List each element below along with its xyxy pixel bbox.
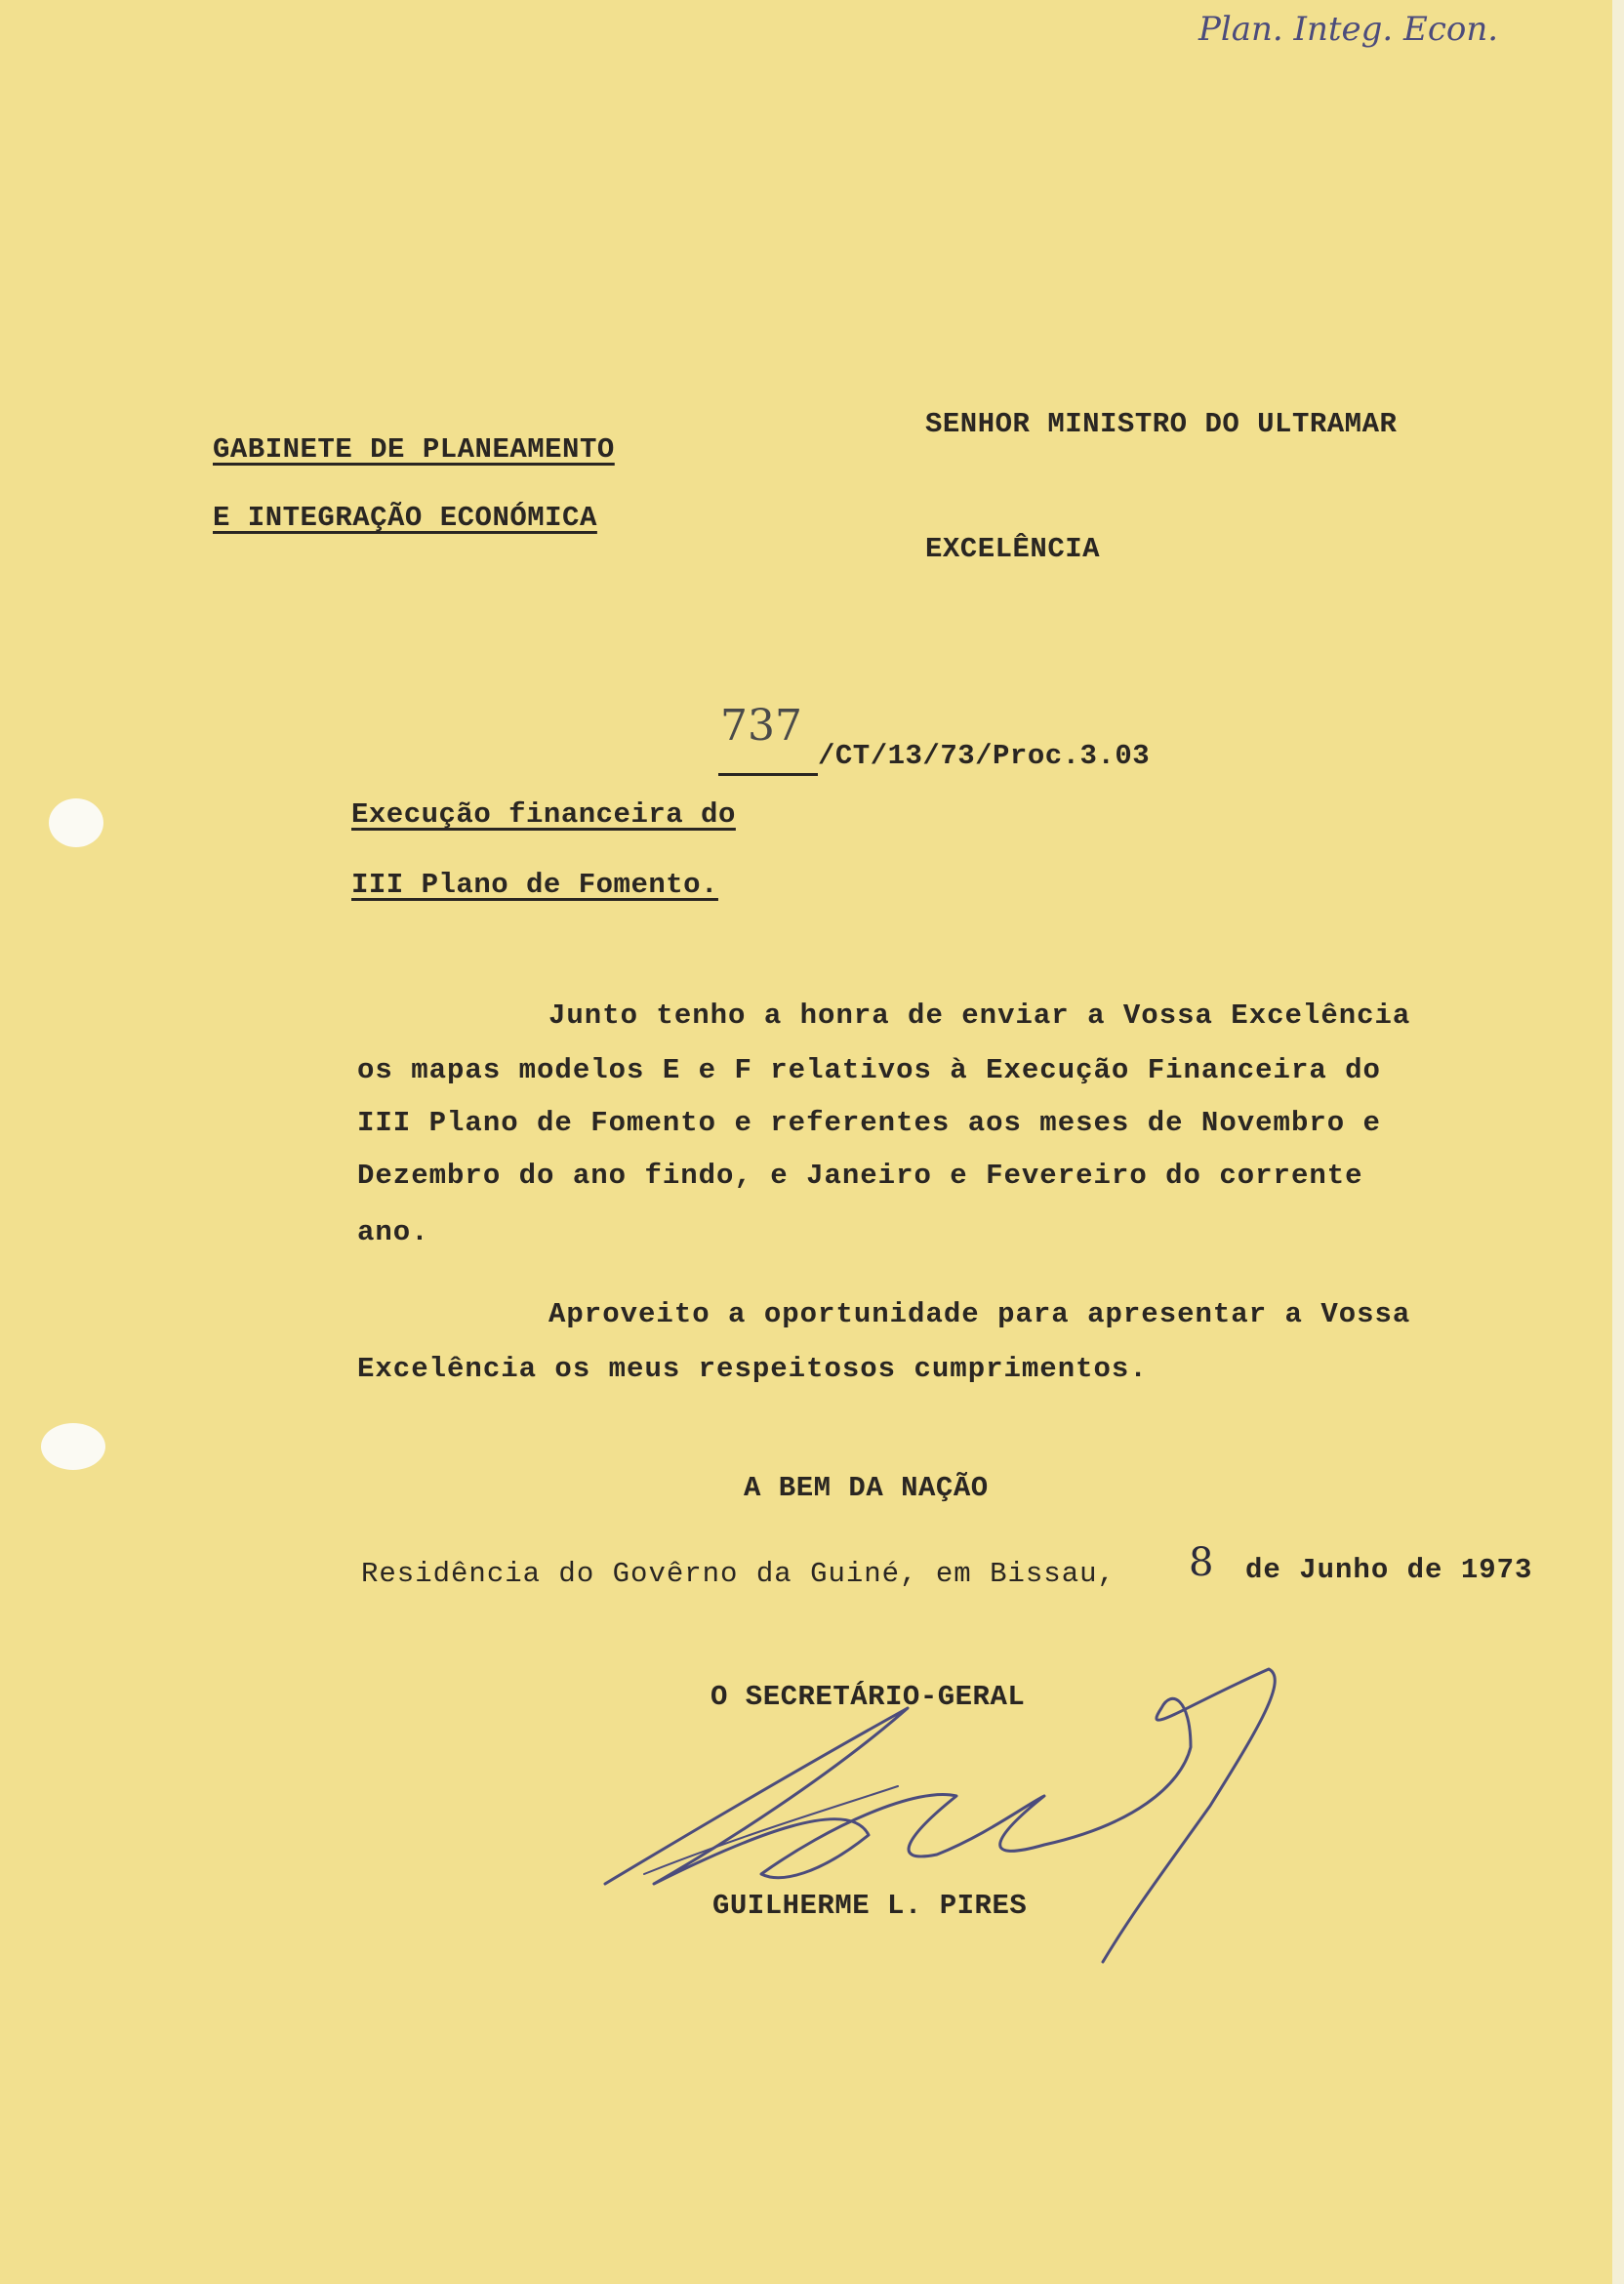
body-p1-line-3: III Plano de Fomento e referentes aos meses de Novembro e (357, 1107, 1381, 1139)
punch-hole-top (49, 798, 103, 847)
signatory-name: GUILHERME L. PIRES (712, 1890, 1028, 1922)
reference-suffix: /CT/13/73/Proc.3.03 (818, 740, 1151, 772)
signature (586, 1640, 1327, 1991)
handwritten-note: Plan. Integ. Econ. (1198, 10, 1499, 49)
body-p1-line-1: Junto tenho a honra de enviar a Vossa Excelência (548, 999, 1411, 1032)
addressee-line-2: EXCELÊNCIA (925, 533, 1101, 565)
punch-hole-bottom (41, 1423, 105, 1470)
place-date-suffix: de Junho de 1973 (1245, 1554, 1533, 1586)
body-p1-line-4: Dezembro do ano findo, e Janeiro e Fevereiro do corrente (357, 1160, 1363, 1192)
place-date-prefix: Residência do Govêrno da Guiné, em Bissau, (361, 1558, 1116, 1590)
reference-number: 737 (720, 701, 802, 751)
closing-formula: A BEM DA NAÇÃO (744, 1472, 989, 1504)
sender-line-2: E INTEGRAÇÃO ECONÓMICA (213, 502, 597, 534)
subject-line-2: III Plano de Fomento. (351, 869, 718, 901)
date-day-handwritten: 8 (1189, 1540, 1214, 1585)
signatory-title: O SECRETÁRIO-GERAL (710, 1681, 1026, 1713)
body-p1-line-5: ano. (357, 1216, 429, 1248)
sender-line-1: GABINETE DE PLANEAMENTO (213, 433, 615, 466)
reference-number-underline (718, 773, 818, 776)
body-p2-line-1: Aproveito a oportunidade para apresentar a Vossa (548, 1298, 1411, 1330)
body-p1-line-2: os mapas modelos E e F relativos à Execução Financeira do (357, 1054, 1381, 1086)
subject-line-1: Execução financeira do (351, 798, 736, 831)
addressee-line-1: SENHOR MINISTRO DO ULTRAMAR (925, 408, 1398, 440)
page-edge (1612, 0, 1624, 2284)
body-p2-line-2: Excelência os meus respeitosos cumprimentos. (357, 1353, 1148, 1385)
